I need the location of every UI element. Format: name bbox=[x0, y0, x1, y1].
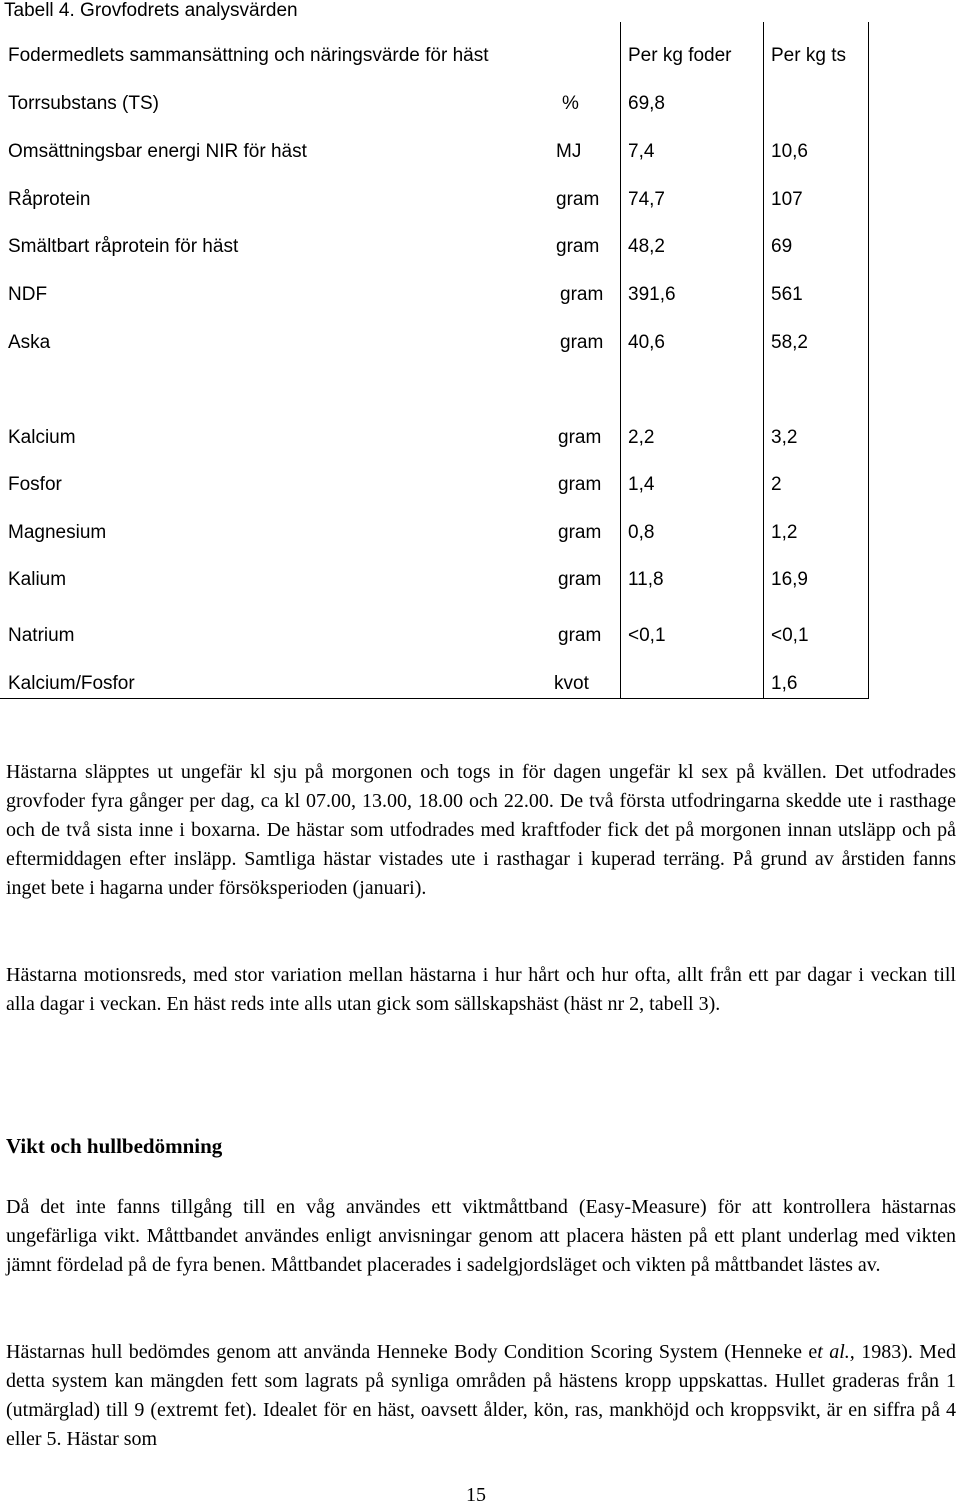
row-unit: gram bbox=[558, 522, 602, 543]
row-value-dm: <0,1 bbox=[771, 625, 809, 646]
row-value-dm: 3,2 bbox=[771, 427, 798, 448]
row-unit: gram bbox=[560, 332, 604, 353]
section-heading: Vikt och hullbedömning bbox=[6, 1134, 223, 1158]
row-value-feed: <0,1 bbox=[628, 625, 666, 646]
row-unit: gram bbox=[556, 189, 600, 210]
row-label: Natrium bbox=[8, 625, 75, 646]
row-value-feed: 0,8 bbox=[628, 522, 655, 543]
row-value-feed: 48,2 bbox=[628, 236, 665, 257]
row-value-feed: 391,6 bbox=[628, 284, 676, 305]
row-label: Kalium bbox=[8, 569, 67, 590]
row-value-dm: 69 bbox=[771, 236, 793, 257]
table-divider bbox=[763, 22, 764, 698]
row-value-dm: 1,2 bbox=[771, 522, 798, 543]
row-label: Fosfor bbox=[8, 474, 62, 495]
row-unit: kvot bbox=[554, 673, 589, 694]
row-value-feed: 2,2 bbox=[628, 427, 655, 448]
row-value-dm: 58,2 bbox=[771, 332, 808, 353]
table-divider bbox=[620, 22, 621, 698]
paragraph-routine: Hästarna släpptes ut ungefär kl sju på morgonen och togs in för dagen ungefär kl sex på kvällen. Det utfodrades grovfoder fyra gånger per dag, ca kl 07.00, 13.00, 18.00 och 22.00. De två första utfodringarna skedde ute i rasthage och de två sista inne i boxarna. De hästar som utfodrades med kraftfoder fick det på morgonen innan utsläpp och på eftermiddagen efter insläpp. Samtliga hästar vistades ute i rasthagar i kuperad terräng. På grund av årstiden fanns inget bete i hagarna under försöksperioden (januari). bbox=[6, 761, 956, 899]
row-value-dm: 10,6 bbox=[771, 141, 808, 162]
paragraph-weight: Då det inte fanns tillgång till en våg användes ett viktmåttband (Easy-Measure) för att kontrollera hästarnas ungefärliga vikt. Måttbandet användes enligt anvisningar genom att placera hästen på ett plant underlag med vikten jämnt fördelad på de fyra benen. Måttbandet placerades i sadelgjordsläget och vikten på måttbandet lästes av. bbox=[6, 1196, 956, 1276]
row-label: Kalcium/Fosfor bbox=[8, 673, 135, 694]
row-value-dm: 107 bbox=[771, 189, 803, 210]
page-number: 15 bbox=[466, 1484, 486, 1506]
row-value-feed: 11,8 bbox=[628, 569, 664, 590]
row-label: Aska bbox=[8, 332, 51, 353]
row-value-dm: 2 bbox=[771, 474, 782, 495]
row-unit: gram bbox=[556, 236, 600, 257]
table-caption: Tabell 4. Grovfodrets analysvärden bbox=[4, 0, 298, 21]
citation-italic: t al., bbox=[817, 1341, 855, 1363]
row-label: Omsättningsbar energi NIR för häst bbox=[8, 141, 307, 162]
analysis-table bbox=[0, 22, 869, 699]
row-unit: MJ bbox=[556, 141, 582, 162]
row-value-feed: 40,6 bbox=[628, 332, 665, 353]
row-value-dm: 1,6 bbox=[771, 673, 798, 694]
row-label: Råprotein bbox=[8, 189, 91, 210]
row-unit: gram bbox=[558, 474, 602, 495]
header-label: Fodermedlets sammansättning och näringsvärde för häst bbox=[8, 45, 489, 66]
paragraph-condition bbox=[6, 1338, 956, 1454]
row-unit: gram bbox=[560, 284, 604, 305]
row-value-feed: 69,8 bbox=[628, 93, 665, 114]
row-label: Kalcium bbox=[8, 427, 76, 448]
row-label: NDF bbox=[8, 284, 48, 305]
paragraph-exercise: Hästarna motionsreds, med stor variation mellan hästarna i hur hårt och hur ofta, allt från ett par dagar i veckan till alla dagar i veckan. En häst reds inte alls utan gick som sällskapshäst (häst nr 2, tabell 3). bbox=[6, 964, 956, 1015]
row-unit: % bbox=[562, 93, 579, 114]
row-unit: gram bbox=[558, 427, 602, 448]
paragraph-text: 1983). Med detta system kan mängden fett som lagrats på synliga områden på hästens kropp uppskattas. Hullet graderas från 1 (utmärglad) till 9 (extremt fet). Idealet för en häst, oavsett ålder, kön, ras, mankhöjd och kroppsvikt, är en siffra på 4 eller 5. Hästar som bbox=[6, 1341, 956, 1450]
header-per-kg-dm: Per kg ts bbox=[771, 45, 846, 66]
paragraph-text: Hästarnas hull bedömdes genom att använda Henneke Body Condition Scoring System (Henneke e bbox=[6, 1341, 818, 1363]
row-value-dm: 16,9 bbox=[771, 569, 808, 590]
row-label: Smältbart råprotein för häst bbox=[8, 236, 239, 257]
row-value-feed: 74,7 bbox=[628, 189, 665, 210]
row-value-dm: 561 bbox=[771, 284, 803, 305]
row-label: Torrsubstans (TS) bbox=[8, 93, 159, 114]
row-value-feed: 1,4 bbox=[628, 474, 655, 495]
row-value-feed: 7,4 bbox=[628, 141, 655, 162]
row-unit: gram bbox=[558, 625, 602, 646]
header-per-kg-feed: Per kg foder bbox=[628, 45, 732, 66]
row-unit: gram bbox=[558, 569, 602, 590]
row-label: Magnesium bbox=[8, 522, 107, 543]
